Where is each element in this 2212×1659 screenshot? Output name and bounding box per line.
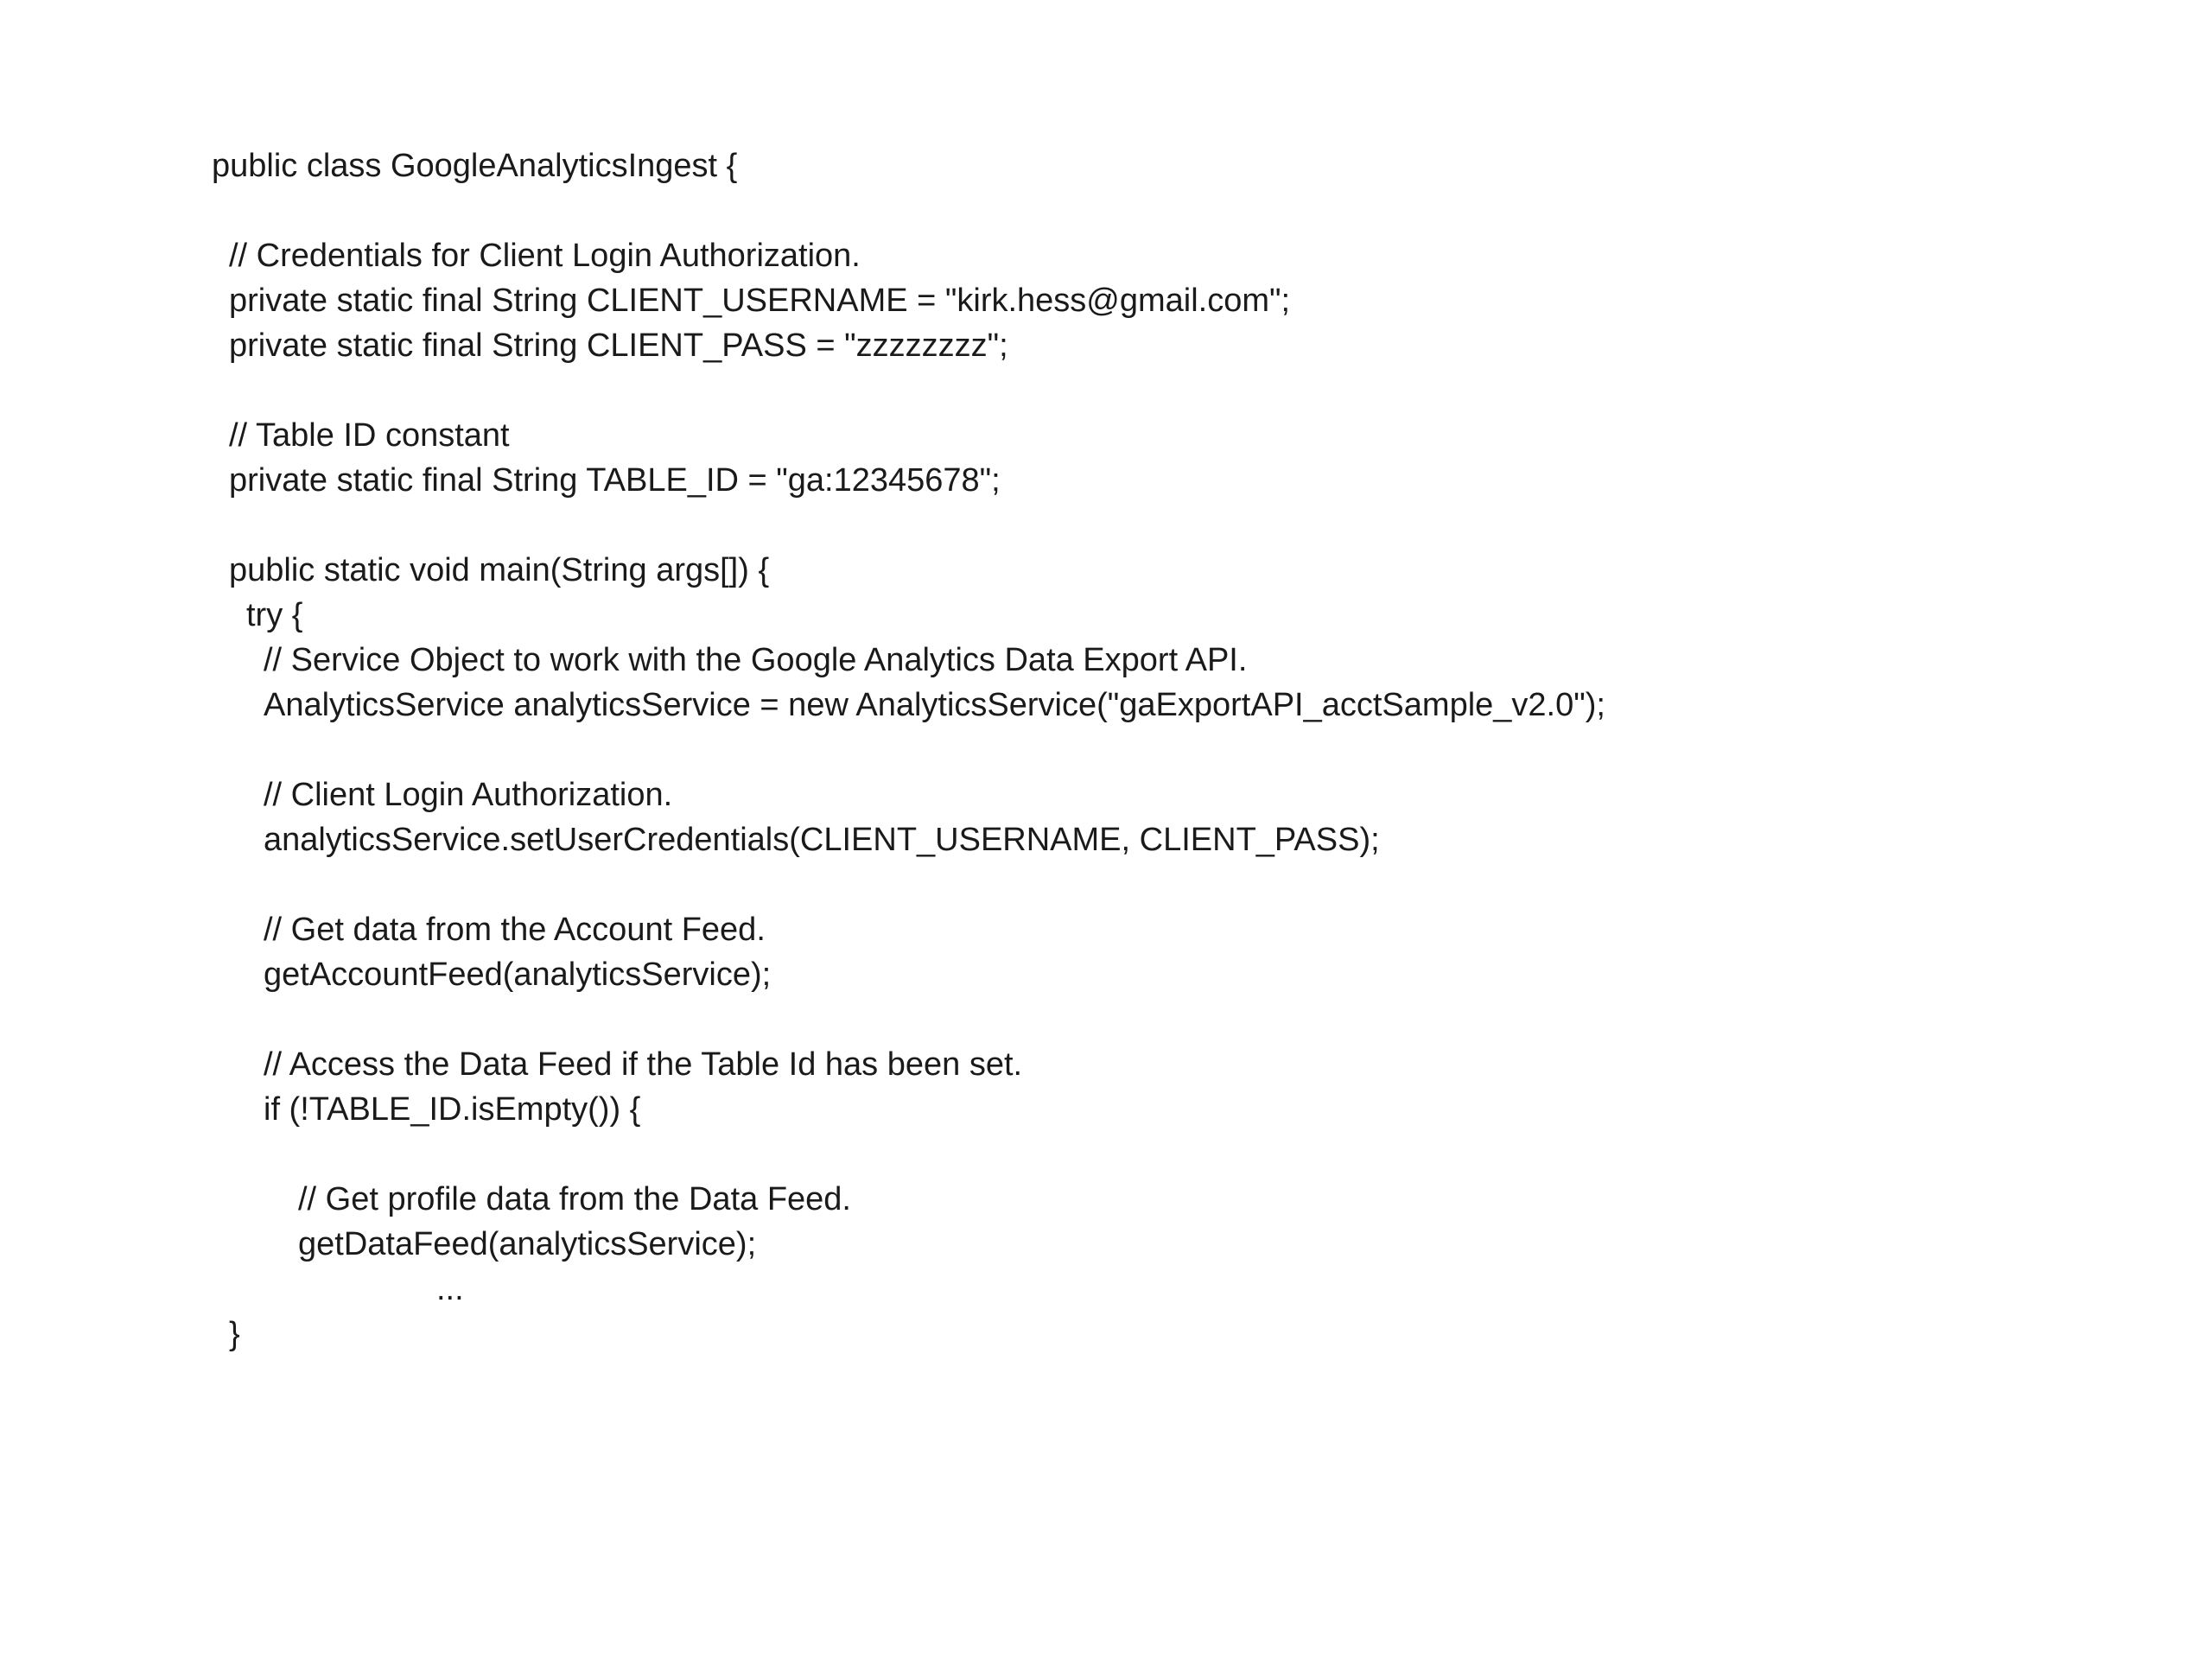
code-line-blank xyxy=(212,728,2026,772)
code-line-login-comment: // Client Login Authorization. xyxy=(264,777,673,813)
code-line-blank xyxy=(212,1132,2026,1177)
code-line-account-feed-comment: // Get data from the Account Feed. xyxy=(264,912,766,948)
code-line-table-id-comment: // Table ID constant xyxy=(229,417,510,454)
code-line-blank xyxy=(212,997,2026,1042)
code-line-service-instantiation: AnalyticsService analyticsService = new AnalyticsService("gaExportAPI_acctSample_v2.0"); xyxy=(264,687,1605,723)
code-line-blank xyxy=(212,862,2026,907)
code-line-main-method: public static void main(String args[]) { xyxy=(229,552,770,588)
code-line-if-statement: if (!TABLE_ID.isEmpty()) { xyxy=(264,1091,641,1128)
code-line-closing-brace: } xyxy=(229,1316,240,1352)
code-line-credentials-comment: // Credentials for Client Login Authorization. xyxy=(229,238,861,274)
code-line-get-data-feed: getDataFeed(analyticsService); xyxy=(298,1226,757,1262)
code-line-service-comment: // Service Object to work with the Google Analytics Data Export API. xyxy=(264,642,1248,678)
code-line-blank xyxy=(212,368,2026,413)
code-line-blank xyxy=(212,188,2026,233)
code-line-profile-data-comment: // Get profile data from the Data Feed. xyxy=(298,1181,851,1217)
code-line-password-constant: private static final String CLIENT_PASS = "zzzzzzzz"; xyxy=(229,327,1008,364)
code-line-data-feed-comment: // Access the Data Feed if the Table Id has been set. xyxy=(264,1046,1023,1083)
code-line-table-id-constant: private static final String TABLE_ID = "ga:12345678"; xyxy=(229,462,1001,499)
code-line-class-declaration: public class GoogleAnalyticsIngest { xyxy=(212,148,738,184)
code-line-set-credentials: analyticsService.setUserCredentials(CLIENT_USERNAME, CLIENT_PASS); xyxy=(264,822,1380,858)
code-line-ellipsis: ... xyxy=(436,1271,464,1307)
code-line-try: try { xyxy=(246,597,303,633)
code-line-get-account-feed: getAccountFeed(analyticsService); xyxy=(264,957,772,993)
code-listing xyxy=(212,143,2026,1357)
code-line-blank xyxy=(212,503,2026,548)
code-line-username-constant: private static final String CLIENT_USERNAME = "kirk.hess@gmail.com"; xyxy=(229,283,1291,319)
